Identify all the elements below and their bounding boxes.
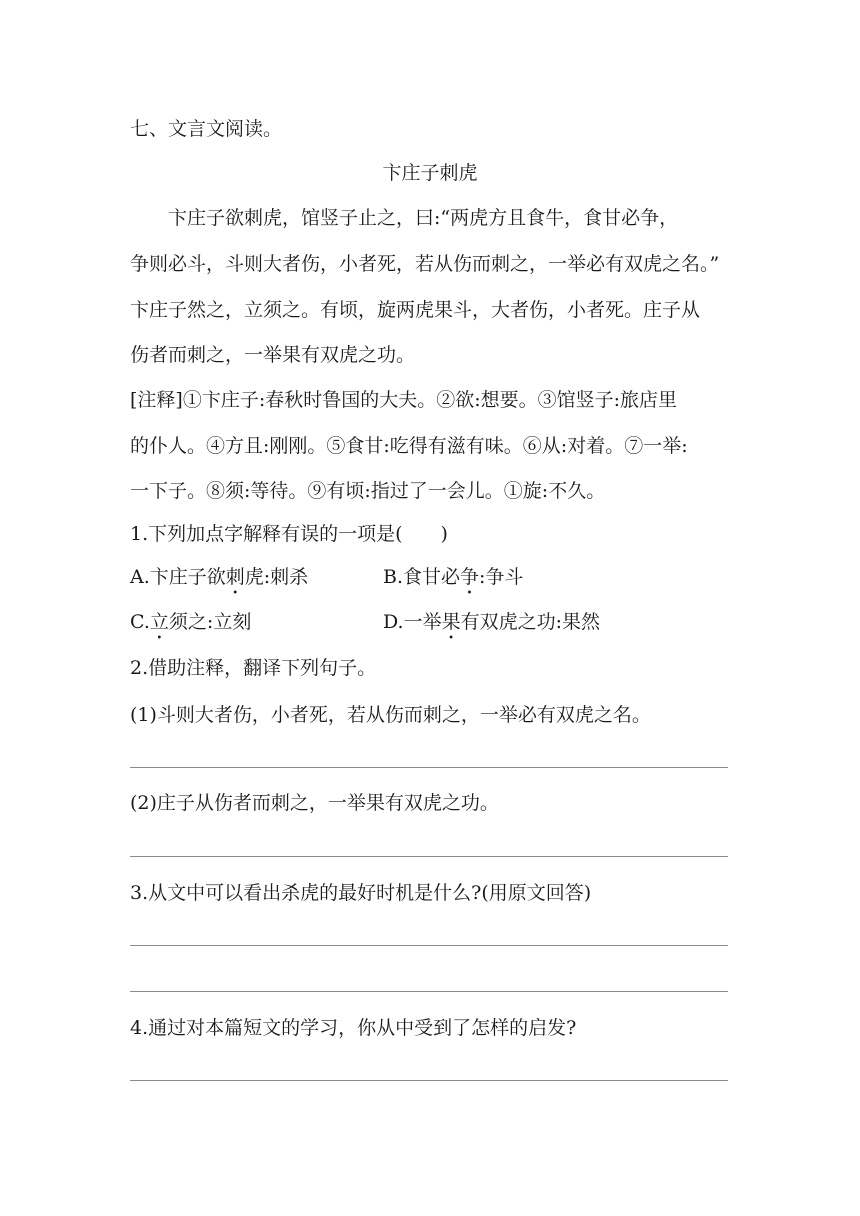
notes-line-3: 一下子。⑧须:等待。⑨有顷:指过了一会儿。①旋:不久。: [130, 480, 606, 502]
question-1-option-d[interactable]: [383, 610, 600, 644]
question-2-sentence-1: (1)斗则大者伤，小者死，若从伤而刺之，一举必有双虎之名。: [130, 704, 651, 726]
question-2-sentence-2: (2)庄子从伤者而刺之，一举果有双虎之功。: [130, 792, 499, 814]
option-d-text-before: D.一举: [383, 611, 442, 633]
question-1-option-b[interactable]: [383, 565, 523, 599]
option-b-text-after: :争斗: [479, 566, 524, 588]
option-d-dotted-char: 果: [441, 611, 461, 633]
passage-title: 卞庄子刺虎: [382, 162, 478, 184]
question-1-option-c[interactable]: [130, 610, 251, 644]
passage-line-2: 争则必斗，斗则大者伤，小者死，若从伤而刺之，一举必有双虎之名。”: [130, 253, 720, 275]
option-a-dotted-char: 刺: [225, 566, 245, 588]
section-heading: 七、文言文阅读。: [130, 118, 283, 140]
answer-line-q4-1[interactable]: [130, 1080, 728, 1081]
option-b-text-before: B.食甘必: [383, 566, 461, 588]
question-1-option-a[interactable]: [130, 565, 308, 599]
option-d-text-after: 有双虎之功:果然: [460, 611, 601, 633]
notes-line-1: [注释]①卞庄子:春秋时鲁国的大夫。②欲:想要。③馆竖子:旅店里: [130, 389, 678, 411]
question-3-stem: 3.从文中可以看出杀虎的最好时机是什么?(用原文回答): [130, 882, 592, 904]
answer-line-q3-1[interactable]: [130, 945, 728, 946]
answer-line-q2-2[interactable]: [130, 856, 728, 857]
option-c-text-after: 须之:立刻: [168, 611, 252, 633]
passage-line-3: 卞庄子然之，立须之。有顷，旋两虎果斗，大者伤，小者死。庄子从: [130, 299, 701, 321]
answer-line-q2-1[interactable]: [130, 767, 728, 768]
question-4-stem: 4.通过对本篇短文的学习，你从中受到了怎样的启发?: [130, 1017, 577, 1039]
notes-line-2: 的仆人。④方且:刚刚。⑤食甘:吃得有滋有味。⑥从:对着。⑦一举:: [130, 435, 688, 457]
option-c-text-before: C.: [130, 611, 150, 633]
option-a-text-after: 虎:刺杀: [244, 566, 309, 588]
answer-line-q3-2[interactable]: [130, 991, 728, 992]
option-b-dotted-char: 争: [460, 566, 480, 588]
question-1-stem: 1.下列加点字解释有误的一项是( ): [130, 523, 448, 545]
passage-line-1: 卞庄子欲刺虎，馆竖子止之，曰:“两虎方且食牛，食甘必争，: [168, 207, 679, 229]
passage-line-4: 伤者而刺之，一举果有双虎之功。: [130, 344, 416, 366]
option-a-text-before: A.卞庄子欲: [130, 566, 226, 588]
question-2-stem: 2.借助注释，翻译下列句子。: [130, 657, 377, 679]
option-c-dotted-char: 立: [149, 611, 169, 633]
